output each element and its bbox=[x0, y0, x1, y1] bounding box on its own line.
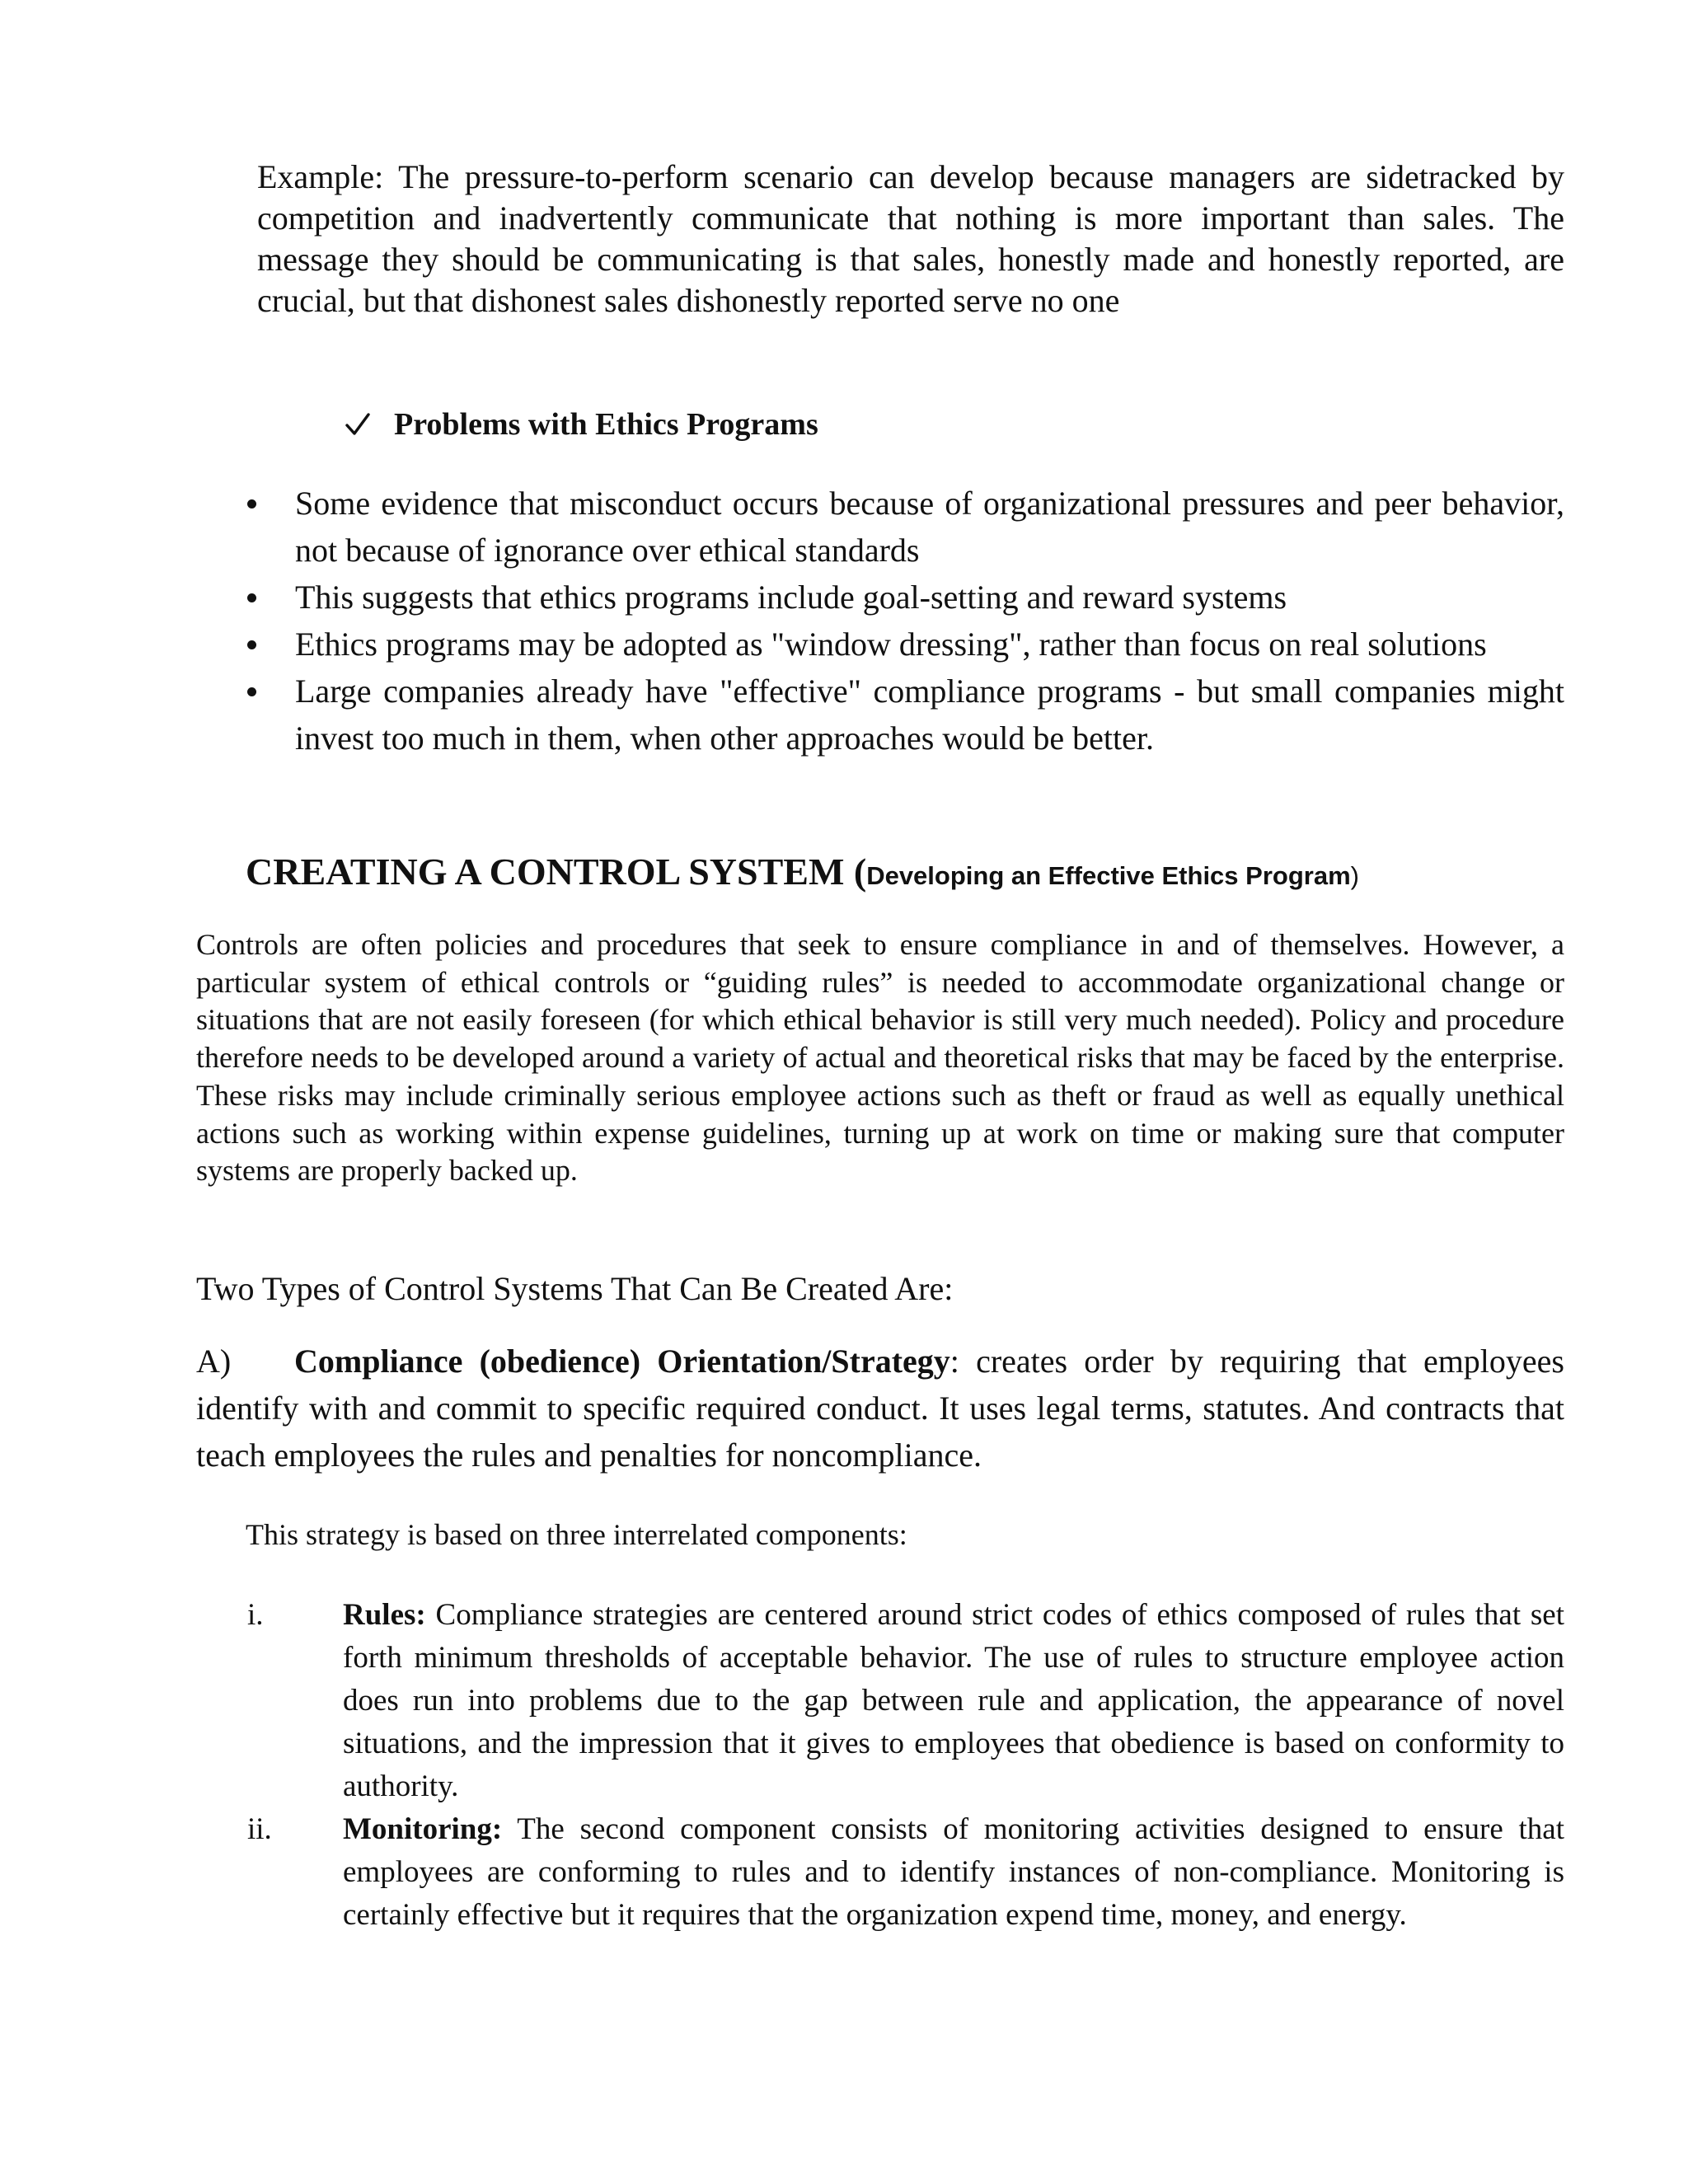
compliance-term: Compliance (obedience) Orientation/Strategy bbox=[294, 1343, 950, 1380]
list-item bbox=[247, 1808, 1564, 1937]
problems-heading bbox=[345, 404, 818, 445]
bullet-icon bbox=[247, 687, 256, 696]
list-item: Ethics programs may be adopted as "window dressing", rather than focus on real solutions bbox=[244, 621, 1564, 668]
compliance-text: : creates order by requiring that employees identify with and commit to specific required conduct. It uses legal terms, statutes. And contracts that teach employees the rules and penalties for noncompliance. bbox=[196, 1343, 1564, 1474]
list-item: This suggests that ethics programs include goal-setting and reward systems bbox=[244, 574, 1564, 621]
list-numeral: i. bbox=[247, 1598, 264, 1632]
list-item: Some evidence that misconduct occurs because of organizational pressures and peer behavior, not because of ignorance over ethical standards bbox=[244, 480, 1564, 574]
list-item: Large companies already have "effective" compliance programs - but small companies might invest too much in them, when other approaches would be better. bbox=[244, 668, 1564, 762]
list-item bbox=[247, 1594, 1564, 1808]
component-text: The second component consists of monitoring activities designed to ensure that employees are conforming to rules and to identify instances of non-compliance. Monitoring is certainly effective but it requires that the organization expend time, money, and energy. bbox=[343, 1812, 1564, 1932]
bullet-icon bbox=[247, 593, 256, 602]
section-close-paren: ) bbox=[1350, 861, 1359, 890]
component-text: Compliance strategies are centered around strict codes of ethics composed of rules that set forth minimum thresholds of acceptable behavior. The use of rules to structure employee action does run into problems due to the gap between rule and application, the appearance of novel situations, and the impression that it gives to employees that obedience is based on conformity to authority. bbox=[343, 1598, 1564, 1803]
list-numeral: ii. bbox=[247, 1812, 272, 1846]
two-types-heading: Two Types of Control Systems That Can Be Created Are: bbox=[196, 1270, 954, 1307]
component-term: Monitoring: bbox=[343, 1812, 503, 1846]
bullet-icon bbox=[247, 640, 256, 649]
problems-heading-text: Problems with Ethics Programs bbox=[394, 407, 818, 442]
example-paragraph: Example: The pressure-to-perform scenario can develop because managers are sidetracked by competition and inadvertently communicate that nothing is more important than sales. The message they should be communicating is that sales, honestly made and honestly reported, are crucial, but that dishonest sales dishonestly reported serve no one bbox=[257, 158, 1564, 319]
component-term: Rules: bbox=[343, 1598, 426, 1632]
section-heading bbox=[246, 847, 1564, 901]
problems-list bbox=[244, 480, 1564, 762]
section-title: CREATING A CONTROL SYSTEM ( bbox=[246, 851, 867, 893]
components-list bbox=[247, 1594, 1564, 1937]
check-icon bbox=[345, 411, 371, 438]
compliance-paragraph bbox=[196, 1338, 1564, 1479]
compliance-letter: A) bbox=[196, 1343, 232, 1380]
bullet-icon bbox=[247, 499, 256, 509]
controls-paragraph: Controls are often policies and procedures that seek to ensure compliance in and of themselves. However, a particular system of ethical controls or “guiding rules” is needed to accommodate organizational change or situations that are not easily foreseen (for which ethical behavior is still very much needed). Policy and procedure therefore needs to be developed around a variety of actual and theoretical risks that may be faced by the enterprise. These risks may include criminally serious employee actions such as theft or fraud as well as equally unethical actions such as working within expense guidelines, turning up at work on time or making sure that computer systems are properly backed up. bbox=[196, 928, 1564, 1188]
section-subtitle: Developing an Effective Ethics Program bbox=[866, 861, 1351, 890]
strategy-intro: This strategy is based on three interrelated components: bbox=[246, 1518, 907, 1551]
